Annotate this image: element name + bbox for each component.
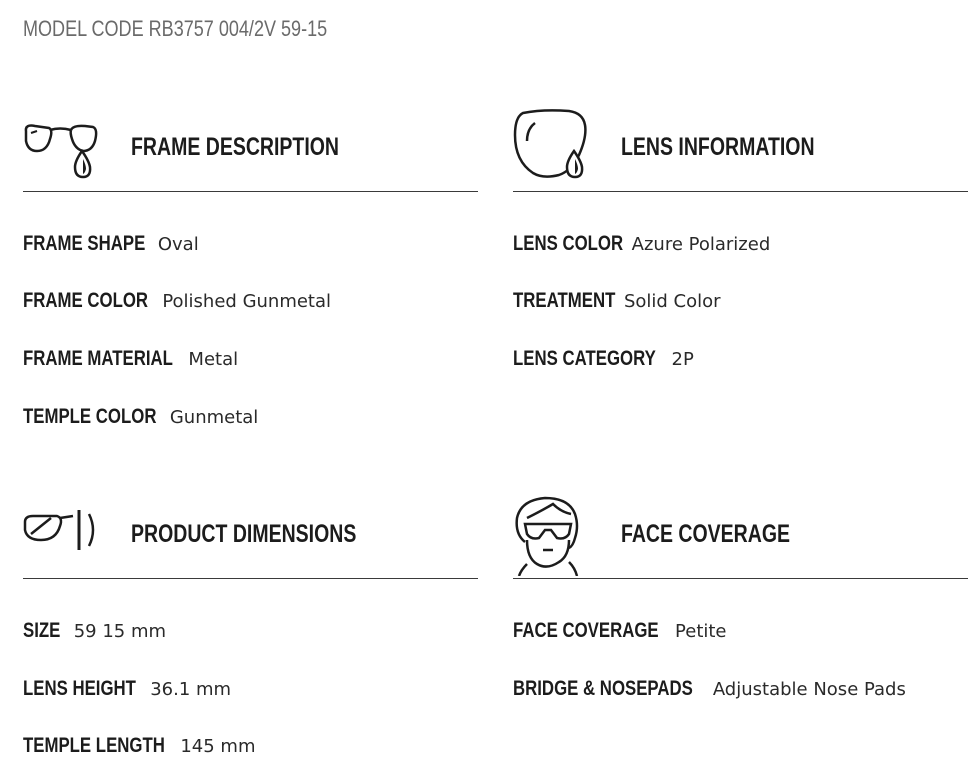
lens-information-title: LENS INFORMATION xyxy=(621,133,815,161)
detail-label: FRAME COLOR xyxy=(23,289,149,312)
product-dimensions-header xyxy=(23,496,478,579)
lens-information-section xyxy=(513,109,968,370)
detail-row-frame-color xyxy=(23,289,331,315)
frame-description-header xyxy=(23,109,478,192)
aviator-glasses-drop-icon xyxy=(23,109,103,189)
detail-row-lens-category xyxy=(513,347,694,373)
detail-row-lens-color xyxy=(513,232,770,258)
detail-value: Solid Color xyxy=(623,291,721,312)
detail-label: LENS COLOR xyxy=(513,232,624,255)
detail-value: Metal xyxy=(188,349,239,370)
detail-value: 36.1 mm xyxy=(150,679,232,700)
face-coverage-header xyxy=(513,496,968,579)
detail-row-temple-length xyxy=(23,734,256,760)
detail-row-size xyxy=(23,619,166,645)
detail-row-bridge-nosepads xyxy=(513,677,906,703)
lens-drop-icon xyxy=(513,109,593,189)
model-code: MODEL CODE RB3757 004/2V 59-15 xyxy=(23,16,328,41)
detail-value: Polished Gunmetal xyxy=(162,291,332,312)
detail-value: Adjustable Nose Pads xyxy=(712,679,906,700)
detail-label: TREATMENT xyxy=(513,289,616,312)
detail-value: 59 15 mm xyxy=(73,621,167,642)
detail-label: SIZE xyxy=(23,619,61,642)
face-coverage-title: FACE COVERAGE xyxy=(621,520,791,548)
detail-value: Azure Polarized xyxy=(631,234,771,255)
product-dimensions-title: PRODUCT DIMENSIONS xyxy=(131,520,357,548)
detail-row-treatment xyxy=(513,289,721,315)
detail-label: FACE COVERAGE xyxy=(513,619,659,642)
detail-row-lens-height xyxy=(23,677,231,703)
detail-row-frame-shape xyxy=(23,232,199,258)
detail-row-face-coverage xyxy=(513,619,727,645)
product-dimensions-section xyxy=(23,496,478,757)
lens-information-header xyxy=(513,109,968,192)
detail-label: FRAME SHAPE xyxy=(23,232,146,255)
detail-label: FRAME MATERIAL xyxy=(23,347,173,370)
detail-row-frame-material xyxy=(23,347,238,373)
frame-description-title: FRAME DESCRIPTION xyxy=(131,133,340,161)
frame-description-section xyxy=(23,109,478,428)
detail-label: LENS HEIGHT xyxy=(23,677,136,700)
detail-row-temple-color xyxy=(23,405,258,431)
detail-value: Petite xyxy=(675,621,727,642)
detail-value: Oval xyxy=(157,234,199,255)
detail-label: TEMPLE LENGTH xyxy=(23,734,165,757)
face-coverage-section xyxy=(513,496,968,700)
detail-value: 145 mm xyxy=(180,736,256,757)
detail-value: Gunmetal xyxy=(169,407,259,428)
detail-label: TEMPLE COLOR xyxy=(23,405,157,428)
detail-label: BRIDGE & NOSEPADS xyxy=(513,677,693,700)
detail-label: LENS CATEGORY xyxy=(513,347,656,370)
glasses-measure-icon xyxy=(23,496,103,576)
face-glasses-icon xyxy=(513,496,593,576)
detail-value: 2P xyxy=(671,349,694,370)
